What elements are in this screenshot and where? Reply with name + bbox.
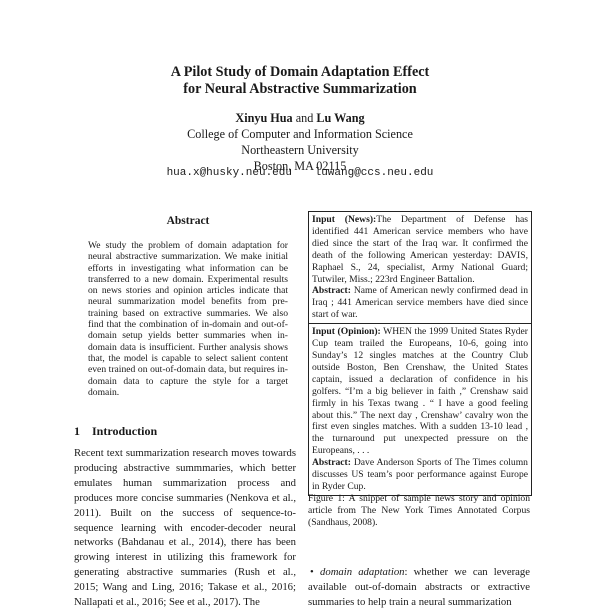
opinion-abstract-text: Dave Anderson Sports of The Times column discusses US team’s poor performance against Europe in Ryder Cup.	[312, 457, 528, 492]
title-line-1: A Pilot Study of Domain Adaptation Effect	[170, 64, 430, 80]
bullet-text: : whether we can leverage available out-of-domain abstracts or extractive summaries to help train a neural summarization	[308, 566, 530, 608]
section-number: 1	[74, 424, 80, 438]
figure-1-box	[308, 211, 532, 496]
section-heading-introduction	[74, 424, 157, 439]
opinion-input-label: Input (Opinion):	[312, 326, 381, 338]
news-abstract-text: Name of American newly confirmed dead in Iraq ; 441 American service members have died since start of war.	[312, 285, 528, 321]
news-input-text: The Department of Defense has identified 441 American service members who have died since the start of the Iraq war. It confirmed the death of the following American yesterday: DAVIS, Raphael S., 24, specialist, Army National Guard; Tutwiler, Miss.; 223rd Engineer Battalion.	[312, 214, 528, 285]
author-conjunction: and	[295, 111, 314, 125]
affiliation-city: Boston, MA 02115	[253, 159, 347, 173]
opinion-example	[309, 323, 531, 495]
abstract-text: We study the problem of domain adaptation for neural abstractive summarization. We make initial efforts in investigating what information can be transferred to a new domain. Experimental results on news stories and opinion articles indicate that neural summarization model benefits from pre-training based on extractive summaries. We also find that the combination of in-domain and out-of-domain setup yields better summaries when in-domain data is insufficient. Further analysis shows that, the model is capable to select salient content even trained on out-of-domain data, but requires in-domain data to capture the style for a target domain.	[88, 240, 288, 398]
bullet-symbol: •	[310, 566, 314, 578]
news-input-label: Input (News):	[312, 214, 377, 225]
section-title: Introduction	[92, 424, 158, 438]
news-abstract-label: Abstract:	[312, 285, 351, 297]
author-block	[0, 110, 600, 174]
author-1: Xinyu Hua	[235, 111, 293, 125]
author-emails	[0, 167, 600, 179]
email-2: luwang@ccs.neu.edu	[314, 167, 434, 179]
bullet-term: domain adaptation	[320, 566, 405, 578]
abstract-heading: Abstract	[166, 215, 210, 227]
author-2: Lu Wang	[316, 111, 365, 125]
news-abstract	[312, 285, 528, 321]
paper-title	[0, 64, 600, 98]
affiliation-university: Northeastern University	[241, 143, 359, 157]
opinion-input-text: WHEN the 1999 United States Ryder Cup team trailed the Europeans, 10-6, going into Sunday’s 12 singles matches at the Country Club outside Boston, Ben Crenshaw, the United States captain, issued a declaration of confidence in his golfers. “I’m a big believer in faith ,” Crenshaw said firmly in his Texas twang . “ I have a good feeling about this.” The next day , Crenshaw’ cavalry won the first even singles matches. With a sudden 13-10 lead , the turnaround put unexpected pressure on the Europeans, . . .	[312, 326, 528, 457]
title-line-2: for Neural Abstractive Summarization	[183, 81, 417, 97]
contribution-bullet	[308, 565, 530, 610]
email-1: hua.x@husky.neu.edu	[166, 167, 292, 179]
introduction-text: Recent text summarization research moves towards producing abstractive summmaries, which better emulates human summarization process and produces more concise summaries (Nenkova et al., 2011). Built on the success of sequence-to-sequence learning with encoder-decoder neural networks (Bahdanau et al., 2014), there has been growing interest in utilizing this framework for generating abstractive summaries (Rush et al., 2015; Wang and Ling, 2016; Takase et al., 2016; Nallapati et al., 2016; See et al., 2017). The	[74, 447, 296, 609]
news-example	[309, 212, 531, 323]
author-names	[0, 110, 600, 126]
opinion-abstract	[312, 457, 528, 493]
affiliation-college: College of Computer and Information Science	[187, 127, 413, 141]
opinion-abstract-label: Abstract:	[312, 457, 351, 469]
figure-caption: Figure 1: A snippet of sample news story and opinion article from The New York Times Annotated Corpus (Sandhaus, 2008).	[308, 493, 530, 528]
